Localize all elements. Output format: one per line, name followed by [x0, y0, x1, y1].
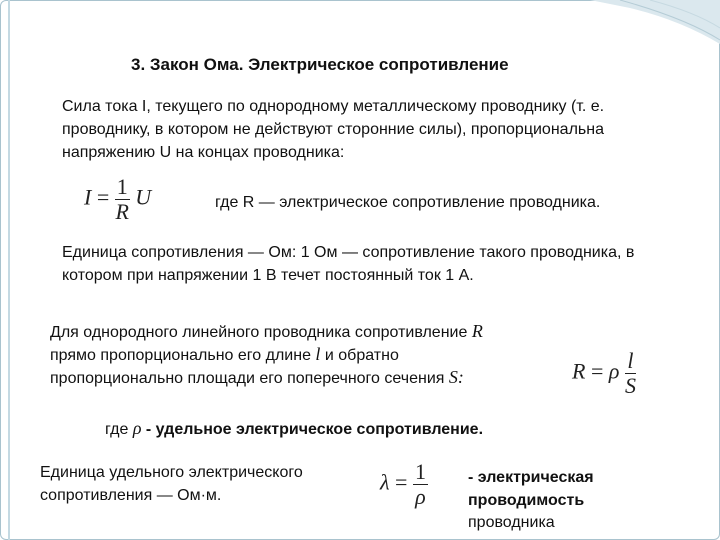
- conductivity-line1: - электрическая: [468, 469, 594, 486]
- formula3-lhs: λ: [380, 469, 390, 495]
- para2-line2: котором при напряжении 1 В течет постоянный ток 1 А.: [62, 267, 474, 284]
- where-r-text: где R — электрическое сопротивление проводника.: [215, 194, 601, 211]
- ohm-law-formula: [84, 175, 151, 224]
- para3-var-s: S:: [448, 367, 464, 387]
- left-decor-stripe: [8, 0, 10, 540]
- slide-title: 3. Закон Ома. Электрическое сопротивление: [131, 55, 509, 74]
- corner-decoration: [590, 0, 720, 44]
- formula3-den: ρ: [415, 484, 426, 509]
- para3-var-l: l: [315, 344, 321, 364]
- formula3-fraction: [413, 460, 428, 509]
- para1-line2: проводнику, в котором не действуют сторонние силы), пропорциональна: [62, 121, 604, 138]
- para3-line1-text: Для однородного линейного проводника сопротивление: [50, 324, 472, 341]
- resistance-formula: [572, 349, 636, 398]
- where-rho-prefix: где: [105, 421, 129, 438]
- formula2-lhs: R: [572, 358, 586, 384]
- formula2-den: S: [624, 373, 636, 398]
- para3-line2: [50, 343, 399, 368]
- para4-line2: сопротивления — Ом·м.: [40, 487, 222, 504]
- para3-line3: [50, 366, 464, 391]
- formula3-num: 1: [414, 459, 426, 484]
- formula1-eq: =: [96, 184, 110, 210]
- para1-line1: Сила тока I, текущего по однородному металлическому проводнику (т. е.: [62, 98, 605, 115]
- formula2-num: l: [625, 349, 636, 374]
- formula1-den: R: [115, 199, 129, 224]
- rho-symbol: ρ: [132, 418, 142, 438]
- formula1-num: 1: [116, 174, 128, 199]
- para3-var-r: R: [471, 321, 483, 341]
- para3-line2-end: и обратно: [320, 347, 399, 364]
- formula2-fraction: [625, 349, 636, 398]
- formula2-eq: =: [590, 358, 604, 384]
- para4-line1: Единица удельного электрического: [40, 464, 303, 481]
- para3-line2-text: прямо пропорционально его длине: [50, 347, 316, 364]
- para1-line3: напряжению U на концах проводника:: [62, 144, 345, 161]
- conductivity-formula: [380, 460, 428, 509]
- para3-line3-text: пропорционально площади его поперечного сечения: [50, 370, 449, 387]
- conductivity-line3: проводника: [468, 514, 555, 531]
- where-rho-text: - удельное электрическое сопротивление.: [141, 421, 484, 438]
- where-rho-line: [105, 417, 483, 442]
- formula3-eq: =: [395, 469, 408, 495]
- formula1-fraction: [115, 175, 130, 224]
- para2-line1: Единица сопротивления — Ом: 1 Ом — сопротивление такого проводника, в: [62, 244, 635, 261]
- para3-line1: [50, 320, 483, 345]
- formula1-lhs: I: [84, 184, 92, 210]
- conductivity-line2: проводимость: [468, 492, 585, 509]
- formula1-rhs: U: [135, 184, 152, 210]
- formula2-rho: ρ: [608, 358, 620, 384]
